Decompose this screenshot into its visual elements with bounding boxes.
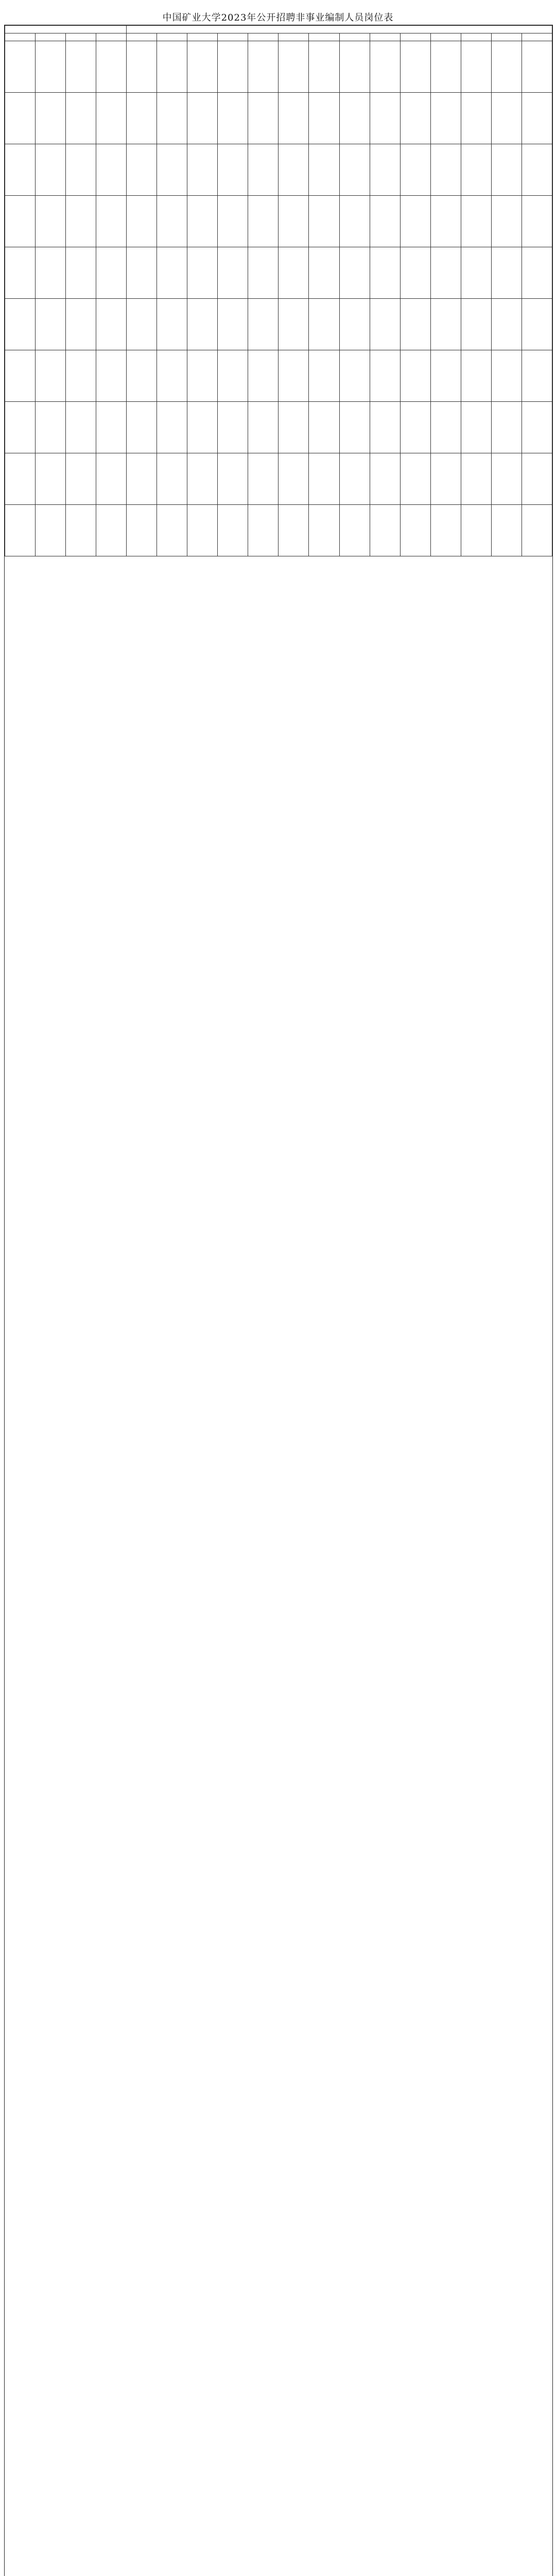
table-cell <box>522 144 552 196</box>
table-cell <box>430 247 461 299</box>
table-cell <box>461 299 491 350</box>
table-cell <box>127 144 157 196</box>
table-cell <box>66 41 96 93</box>
col-header <box>400 33 430 41</box>
table-cell <box>370 505 400 556</box>
table-cell <box>157 41 187 93</box>
header-row <box>5 33 552 41</box>
table-cell <box>370 196 400 247</box>
table-cell <box>127 196 157 247</box>
table-cell <box>96 41 127 93</box>
table-cell <box>370 93 400 144</box>
table-header <box>5 26 552 41</box>
table-cell <box>279 299 309 350</box>
table-cell <box>430 299 461 350</box>
table-cell <box>522 196 552 247</box>
table-cell <box>248 144 279 196</box>
table-cell <box>248 93 279 144</box>
table-cell <box>218 350 248 402</box>
table-cell <box>461 144 491 196</box>
table-cell <box>461 196 491 247</box>
table-cell <box>96 196 127 247</box>
table-cell <box>279 196 309 247</box>
table-cell <box>279 144 309 196</box>
positions-table <box>5 25 552 556</box>
positions-table-container <box>4 25 553 2576</box>
table-cell <box>339 247 370 299</box>
table-cell <box>430 402 461 453</box>
header-group-row <box>5 26 552 33</box>
table-cell <box>339 299 370 350</box>
table-cell <box>5 402 36 453</box>
table-cell <box>400 247 430 299</box>
table-cell <box>370 299 400 350</box>
table-cell <box>279 93 309 144</box>
table-row <box>5 196 552 247</box>
table-cell <box>218 453 248 505</box>
table-cell <box>491 41 522 93</box>
table-cell <box>187 299 218 350</box>
table-cell <box>522 299 552 350</box>
table-cell <box>218 41 248 93</box>
table-cell <box>157 453 187 505</box>
table-cell <box>218 402 248 453</box>
table-cell <box>430 453 461 505</box>
table-cell <box>430 505 461 556</box>
table-cell <box>248 505 279 556</box>
page-title: 中国矿业大学2023年公开招聘非事业编制人员岗位表 <box>162 12 394 23</box>
table-cell <box>187 41 218 93</box>
table-cell <box>339 453 370 505</box>
table-cell <box>5 247 36 299</box>
table-cell <box>491 453 522 505</box>
table-cell <box>127 41 157 93</box>
table-cell <box>370 350 400 402</box>
table-cell <box>5 144 36 196</box>
table-row <box>5 402 552 453</box>
table-cell <box>36 144 66 196</box>
table-cell <box>157 144 187 196</box>
table-cell <box>522 350 552 402</box>
table-cell <box>66 350 96 402</box>
table-cell <box>36 453 66 505</box>
table-cell <box>218 144 248 196</box>
table-cell <box>461 350 491 402</box>
table-cell <box>96 144 127 196</box>
table-cell <box>309 247 339 299</box>
table-cell <box>461 453 491 505</box>
table-cell <box>5 196 36 247</box>
table-cell <box>339 41 370 93</box>
table-cell <box>36 505 66 556</box>
table-cell <box>430 196 461 247</box>
table-cell <box>309 350 339 402</box>
table-cell <box>339 144 370 196</box>
table-row <box>5 144 552 196</box>
table-cell <box>96 93 127 144</box>
table-cell <box>248 41 279 93</box>
col-header <box>187 33 218 41</box>
table-row <box>5 247 552 299</box>
table-cell <box>522 93 552 144</box>
table-cell <box>248 350 279 402</box>
table-row <box>5 505 552 556</box>
table-cell <box>96 453 127 505</box>
table-cell <box>339 350 370 402</box>
table-cell <box>218 247 248 299</box>
table-cell <box>522 41 552 93</box>
col-header <box>248 33 279 41</box>
table-cell <box>491 144 522 196</box>
table-cell <box>36 41 66 93</box>
table-cell <box>5 41 36 93</box>
table-cell <box>5 93 36 144</box>
table-row <box>5 453 552 505</box>
col-header <box>339 33 370 41</box>
table-row <box>5 93 552 144</box>
table-cell <box>309 402 339 453</box>
table-cell <box>400 41 430 93</box>
col-header <box>157 33 187 41</box>
table-cell <box>309 505 339 556</box>
table-cell <box>187 144 218 196</box>
table-cell <box>248 247 279 299</box>
table-cell <box>157 350 187 402</box>
col-header <box>279 33 309 41</box>
col-header <box>127 33 157 41</box>
table-cell <box>400 453 430 505</box>
col-header <box>309 33 339 41</box>
table-cell <box>461 247 491 299</box>
table-cell <box>309 41 339 93</box>
table-cell <box>66 196 96 247</box>
table-cell <box>461 402 491 453</box>
table-cell <box>339 196 370 247</box>
table-cell <box>36 93 66 144</box>
table-cell <box>522 505 552 556</box>
table-cell <box>491 196 522 247</box>
table-cell <box>279 402 309 453</box>
table-cell <box>339 93 370 144</box>
table-cell <box>279 505 309 556</box>
table-cell <box>461 41 491 93</box>
table-cell <box>127 402 157 453</box>
table-cell <box>400 93 430 144</box>
table-cell <box>157 247 187 299</box>
table-cell <box>370 144 400 196</box>
table-cell <box>187 505 218 556</box>
table-cell <box>66 453 96 505</box>
table-cell <box>187 350 218 402</box>
header-group-2 <box>127 26 552 33</box>
table-cell <box>66 402 96 453</box>
table-cell <box>127 453 157 505</box>
table-cell <box>36 402 66 453</box>
table-cell <box>187 196 218 247</box>
table-body <box>5 41 552 556</box>
table-cell <box>400 402 430 453</box>
table-cell <box>66 93 96 144</box>
table-cell <box>309 144 339 196</box>
col-header <box>5 33 36 41</box>
table-cell <box>96 350 127 402</box>
table-cell <box>248 402 279 453</box>
table-cell <box>187 402 218 453</box>
table-cell <box>279 350 309 402</box>
table-cell <box>461 93 491 144</box>
col-header <box>66 33 96 41</box>
table-cell <box>370 402 400 453</box>
col-header <box>491 33 522 41</box>
col-header <box>430 33 461 41</box>
table-cell <box>248 196 279 247</box>
table-cell <box>370 453 400 505</box>
table-cell <box>5 350 36 402</box>
table-cell <box>522 402 552 453</box>
table-cell <box>36 196 66 247</box>
table-cell <box>218 196 248 247</box>
table-cell <box>522 453 552 505</box>
table-cell <box>430 93 461 144</box>
table-cell <box>66 505 96 556</box>
table-cell <box>66 299 96 350</box>
table-cell <box>127 93 157 144</box>
table-cell <box>309 299 339 350</box>
table-cell <box>400 196 430 247</box>
table-cell <box>491 505 522 556</box>
table-cell <box>157 196 187 247</box>
table-cell <box>400 505 430 556</box>
table-cell <box>279 41 309 93</box>
table-cell <box>491 247 522 299</box>
table-cell <box>5 299 36 350</box>
table-cell <box>127 299 157 350</box>
table-cell <box>187 247 218 299</box>
col-header <box>96 33 127 41</box>
col-header <box>370 33 400 41</box>
table-cell <box>309 453 339 505</box>
table-cell <box>339 402 370 453</box>
table-cell <box>491 93 522 144</box>
table-cell <box>370 247 400 299</box>
col-header <box>461 33 491 41</box>
table-row <box>5 350 552 402</box>
table-cell <box>522 247 552 299</box>
table-cell <box>339 505 370 556</box>
table-cell <box>218 93 248 144</box>
table-cell <box>491 402 522 453</box>
table-cell <box>36 299 66 350</box>
table-cell <box>5 505 36 556</box>
table-cell <box>430 144 461 196</box>
table-cell <box>127 505 157 556</box>
table-cell <box>66 144 96 196</box>
table-cell <box>491 299 522 350</box>
table-cell <box>370 41 400 93</box>
table-cell <box>218 505 248 556</box>
table-cell <box>187 453 218 505</box>
table-cell <box>66 247 96 299</box>
table-cell <box>36 350 66 402</box>
col-header <box>218 33 248 41</box>
table-cell <box>491 350 522 402</box>
table-cell <box>127 350 157 402</box>
table-cell <box>157 299 187 350</box>
col-header <box>36 33 66 41</box>
table-cell <box>96 505 127 556</box>
table-row <box>5 299 552 350</box>
table-cell <box>400 350 430 402</box>
table-cell <box>309 196 339 247</box>
table-cell <box>187 93 218 144</box>
table-cell <box>248 299 279 350</box>
col-header <box>522 33 552 41</box>
table-cell <box>309 93 339 144</box>
table-cell <box>248 453 279 505</box>
table-cell <box>279 453 309 505</box>
table-cell <box>5 453 36 505</box>
table-cell <box>400 299 430 350</box>
table-cell <box>430 41 461 93</box>
table-cell <box>218 299 248 350</box>
table-cell <box>461 505 491 556</box>
table-cell <box>430 350 461 402</box>
table-cell <box>96 402 127 453</box>
header-group-1 <box>5 26 127 33</box>
table-cell <box>157 93 187 144</box>
table-cell <box>127 247 157 299</box>
table-cell <box>157 505 187 556</box>
table-cell <box>279 247 309 299</box>
table-cell <box>36 247 66 299</box>
table-cell <box>400 144 430 196</box>
table-row <box>5 41 552 93</box>
table-cell <box>96 247 127 299</box>
table-cell <box>96 299 127 350</box>
table-cell <box>157 402 187 453</box>
